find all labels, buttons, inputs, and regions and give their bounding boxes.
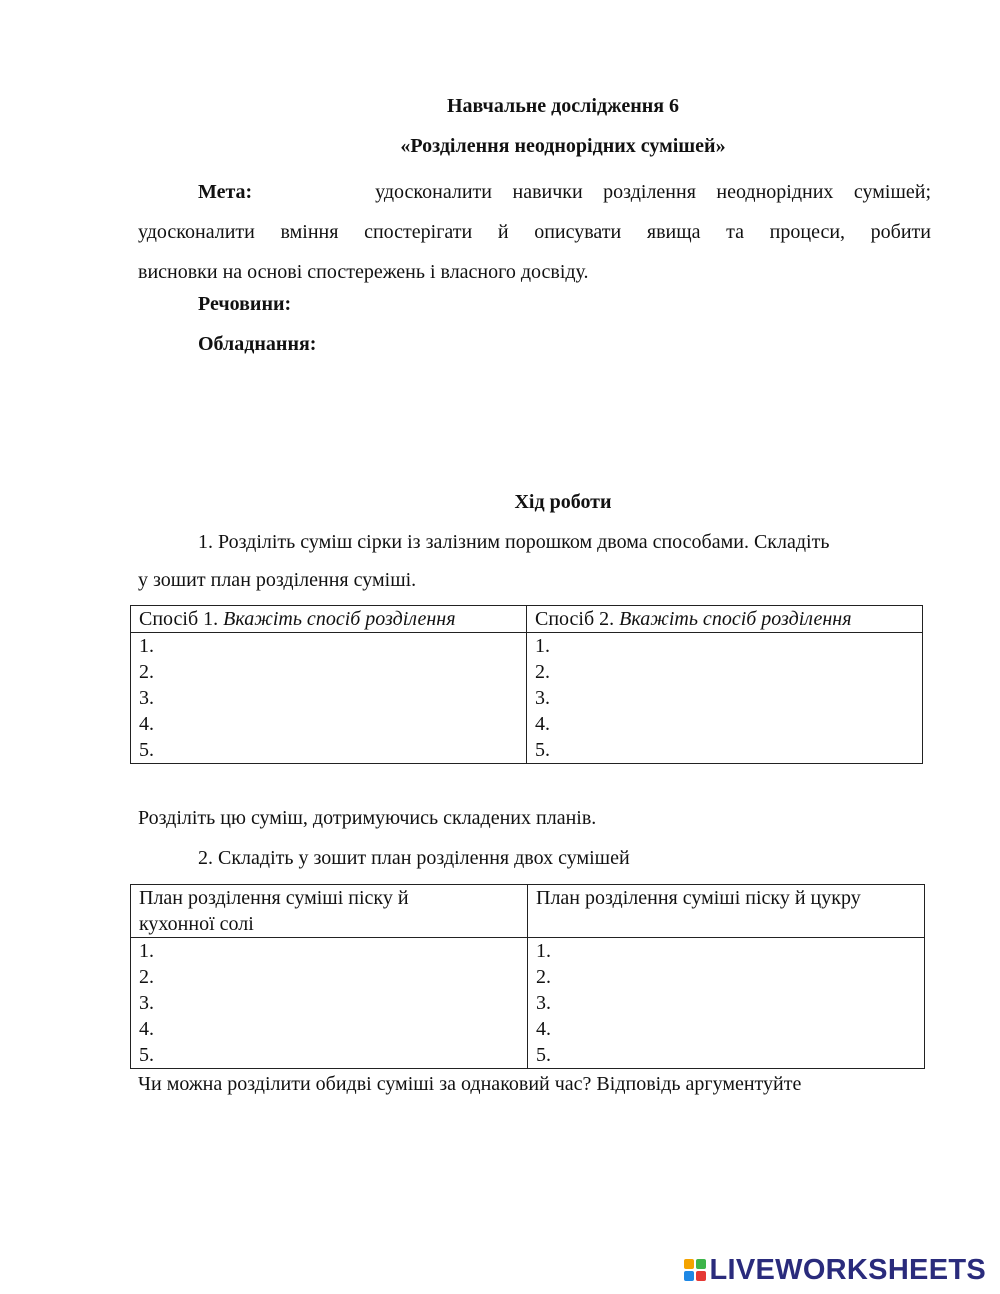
logo-square (696, 1271, 706, 1281)
task1-text-line1: 1. Розділіть суміш сірки із залізним порошком двома способами. Складіть (198, 531, 830, 553)
process-heading: Хід роботи (514, 491, 612, 513)
list-item: 5. (536, 1044, 551, 1066)
plans-table (130, 884, 925, 1069)
substances-label: Речовини: (198, 293, 292, 315)
sand-salt-steps[interactable] (131, 938, 528, 1069)
list-item: 2. (535, 661, 550, 683)
task2-text: 2. Складіть у зошит план розділення двох сумішей (198, 847, 630, 869)
task1-text-line2: у зошит план розділення суміші. (138, 569, 417, 591)
logo-icon (684, 1259, 706, 1281)
method1-steps[interactable] (131, 633, 527, 764)
list-item: 2. (139, 661, 154, 683)
sand-salt-header: План розділення суміші піску й кухонної солі (131, 885, 528, 938)
logo-square (696, 1259, 706, 1269)
list-item: 3. (535, 687, 550, 709)
list-item: 5. (139, 1044, 154, 1066)
list-item: 2. (536, 966, 551, 988)
equipment-label: Обладнання: (198, 333, 317, 355)
goal-label: Мета: (198, 181, 253, 203)
sand-sugar-steps[interactable] (528, 938, 925, 1069)
list-item: 5. (139, 739, 154, 761)
list-item: 4. (536, 1018, 551, 1040)
list-item: 4. (139, 1018, 154, 1040)
method1-hint: Вкажіть спосіб розділення (223, 608, 456, 630)
separate-instruction: Розділіть цю суміш, дотримуючись складених планів. (138, 807, 597, 829)
method2-hint: Вкажіть спосіб розділення (619, 608, 852, 630)
question-text: Чи можна розділити обидві суміші за однаковий час? Відповідь аргументуйте (138, 1073, 802, 1095)
list-item: 3. (536, 992, 551, 1014)
goal-paragraph (138, 172, 931, 292)
list-item: 3. (139, 992, 154, 1014)
methods-table (130, 605, 923, 764)
list-item: 2. (139, 966, 154, 988)
list-item: 5. (535, 739, 550, 761)
list-item: 1. (139, 635, 154, 657)
method2-steps[interactable] (527, 633, 923, 764)
logo-square (684, 1259, 694, 1269)
goal-text-3: висновки на основі спостережень і власного досвіду. (138, 261, 589, 283)
logo-text: LIVEWORKSHEETS (709, 1253, 986, 1286)
method1-header: Спосіб 1. Вкажіть спосіб розділення (131, 606, 527, 633)
list-item: 4. (535, 713, 550, 735)
logo-square (684, 1271, 694, 1281)
goal-text-1: удосконалити навички розділення неоднорідних сумішей; (375, 181, 931, 203)
document-title: Навчальне дослідження 6 (446, 95, 680, 117)
list-item: 1. (536, 940, 551, 962)
method2-header: Спосіб 2. Вкажіть спосіб розділення (527, 606, 923, 633)
list-item: 1. (535, 635, 550, 657)
sand-sugar-header: План розділення суміші піску й цукру (528, 885, 925, 938)
list-item: 3. (139, 687, 154, 709)
list-item: 4. (139, 713, 154, 735)
liveworksheets-logo[interactable] (684, 1255, 987, 1285)
document-subtitle: «Розділення неоднорідних сумішей» (400, 135, 726, 157)
list-item: 1. (139, 940, 154, 962)
goal-text-2: удосконалити вміння спостерігати й описувати явища та процеси, робити (138, 221, 931, 243)
